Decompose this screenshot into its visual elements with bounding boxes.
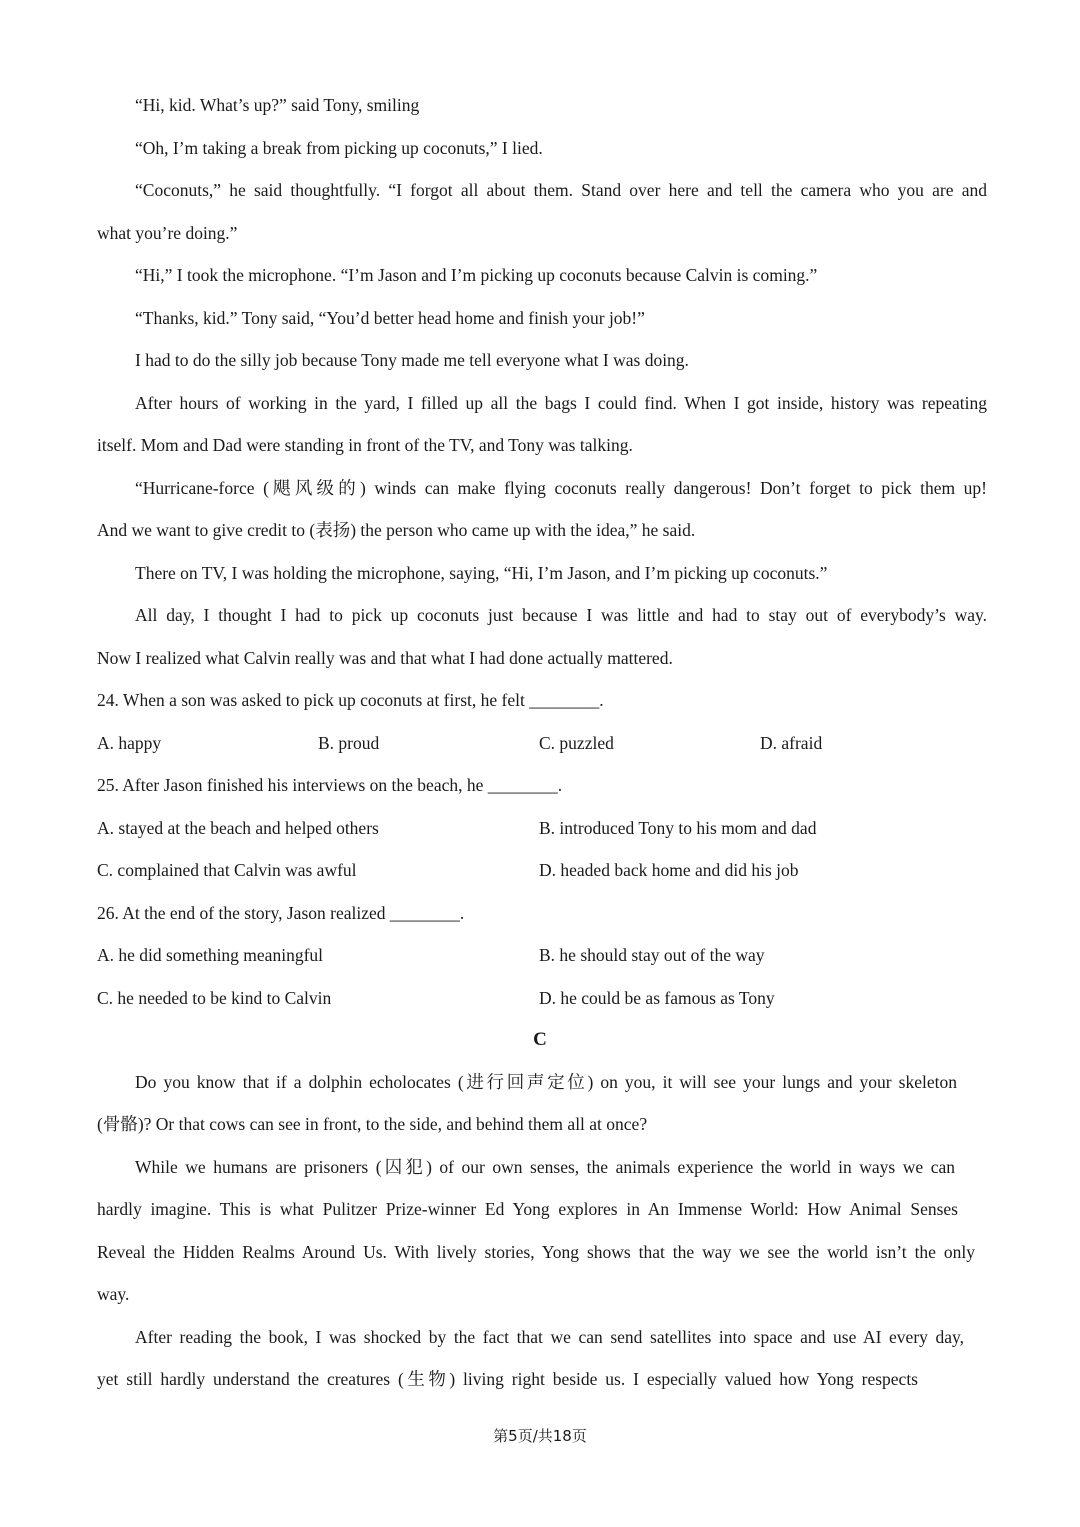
question-24-option-d: D. afraid xyxy=(760,733,823,753)
passage-line: There on TV, I was holding the microphone, saying, “Hi, I’m Jason, and I’m picking up coconuts.” xyxy=(135,563,828,583)
passage-line: After reading the book, I was shocked by the fact that we can send satellites into space and use AI every day, xyxy=(135,1327,964,1347)
question-26-option-d: D. he could be as famous as Tony xyxy=(539,988,775,1008)
passage-line: “Oh, I’m taking a break from picking up coconuts,” I lied. xyxy=(135,138,543,158)
passage-line: what you’re doing.” xyxy=(97,223,238,243)
passage-line: “Hurricane-force (飓风级的) winds can make flying coconuts really dangerous! Don’t forget to pick them up! xyxy=(135,478,987,498)
section-heading: C xyxy=(533,1029,547,1050)
passage-line: “Thanks, kid.” Tony said, “You’d better head home and finish your job!” xyxy=(135,308,645,328)
passage-line: I had to do the silly job because Tony made me tell everyone what I was doing. xyxy=(135,350,689,370)
passage-line: “Hi,” I took the microphone. “I’m Jason and I’m picking up coconuts because Calvin is coming.” xyxy=(135,265,818,285)
passage-line: yet still hardly understand the creatures (生物) living right beside us. I especially valued how Yong respects xyxy=(97,1369,918,1389)
question-25-option-b: B. introduced Tony to his mom and dad xyxy=(539,818,817,838)
question-26-option-b: B. he should stay out of the way xyxy=(539,945,765,965)
question-stem-25: 25. After Jason finished his interviews on the beach, he ________. xyxy=(97,775,563,795)
question-24-option-c: C. puzzled xyxy=(539,733,614,753)
question-stem-24: 24. When a son was asked to pick up coconuts at first, he felt ________. xyxy=(97,690,604,710)
passage-line: While we humans are prisoners (囚犯) of our own senses, the animals experience the world in ways we can xyxy=(135,1157,955,1177)
question-25-option-c: C. complained that Calvin was awful xyxy=(97,860,357,880)
question-25-option-d: D. headed back home and did his job xyxy=(539,860,799,880)
passage-line: way. xyxy=(97,1284,130,1304)
page-number: 第5页/共18页 xyxy=(493,1427,587,1445)
passage-line: hardly imagine. This is what Pulitzer Prize-winner Ed Yong explores in An Immense World: How Animal Senses xyxy=(97,1199,958,1219)
passage-line: “Coconuts,” he said thoughtfully. “I forgot all about them. Stand over here and tell the camera who you are and xyxy=(135,180,987,200)
passage-line: (骨骼)? Or that cows can see in front, to the side, and behind them all at once? xyxy=(97,1114,648,1134)
passage-line: “Hi, kid. What’s up?” said Tony, smiling xyxy=(135,95,420,115)
passage-line: itself. Mom and Dad were standing in front of the TV, and Tony was talking. xyxy=(97,435,633,455)
passage-line: Do you know that if a dolphin echolocates (进行回声定位) on you, it will see your lungs and your skeleton xyxy=(135,1072,957,1092)
question-26-option-c: C. he needed to be kind to Calvin xyxy=(97,988,332,1008)
question-24-option-b: B. proud xyxy=(318,733,380,753)
question-25-option-a: A. stayed at the beach and helped others xyxy=(97,818,379,838)
passage-line: Reveal the Hidden Realms Around Us. With lively stories, Yong shows that the way we see the world isn’t the only xyxy=(97,1242,975,1262)
question-24-option-a: A. happy xyxy=(97,733,162,753)
passage-line: All day, I thought I had to pick up coconuts just because I was little and had to stay out of everybody’s way. xyxy=(135,605,987,625)
question-stem-26: 26. At the end of the story, Jason realized ________. xyxy=(97,903,465,923)
passage-line: Now I realized what Calvin really was and that what I had done actually mattered. xyxy=(97,648,673,668)
passage-line: And we want to give credit to (表扬) the person who came up with the idea,” he said. xyxy=(97,520,696,540)
passage-line: After hours of working in the yard, I filled up all the bags I could find. When I got inside, history was repeating xyxy=(135,393,987,413)
question-26-option-a: A. he did something meaningful xyxy=(97,945,324,965)
